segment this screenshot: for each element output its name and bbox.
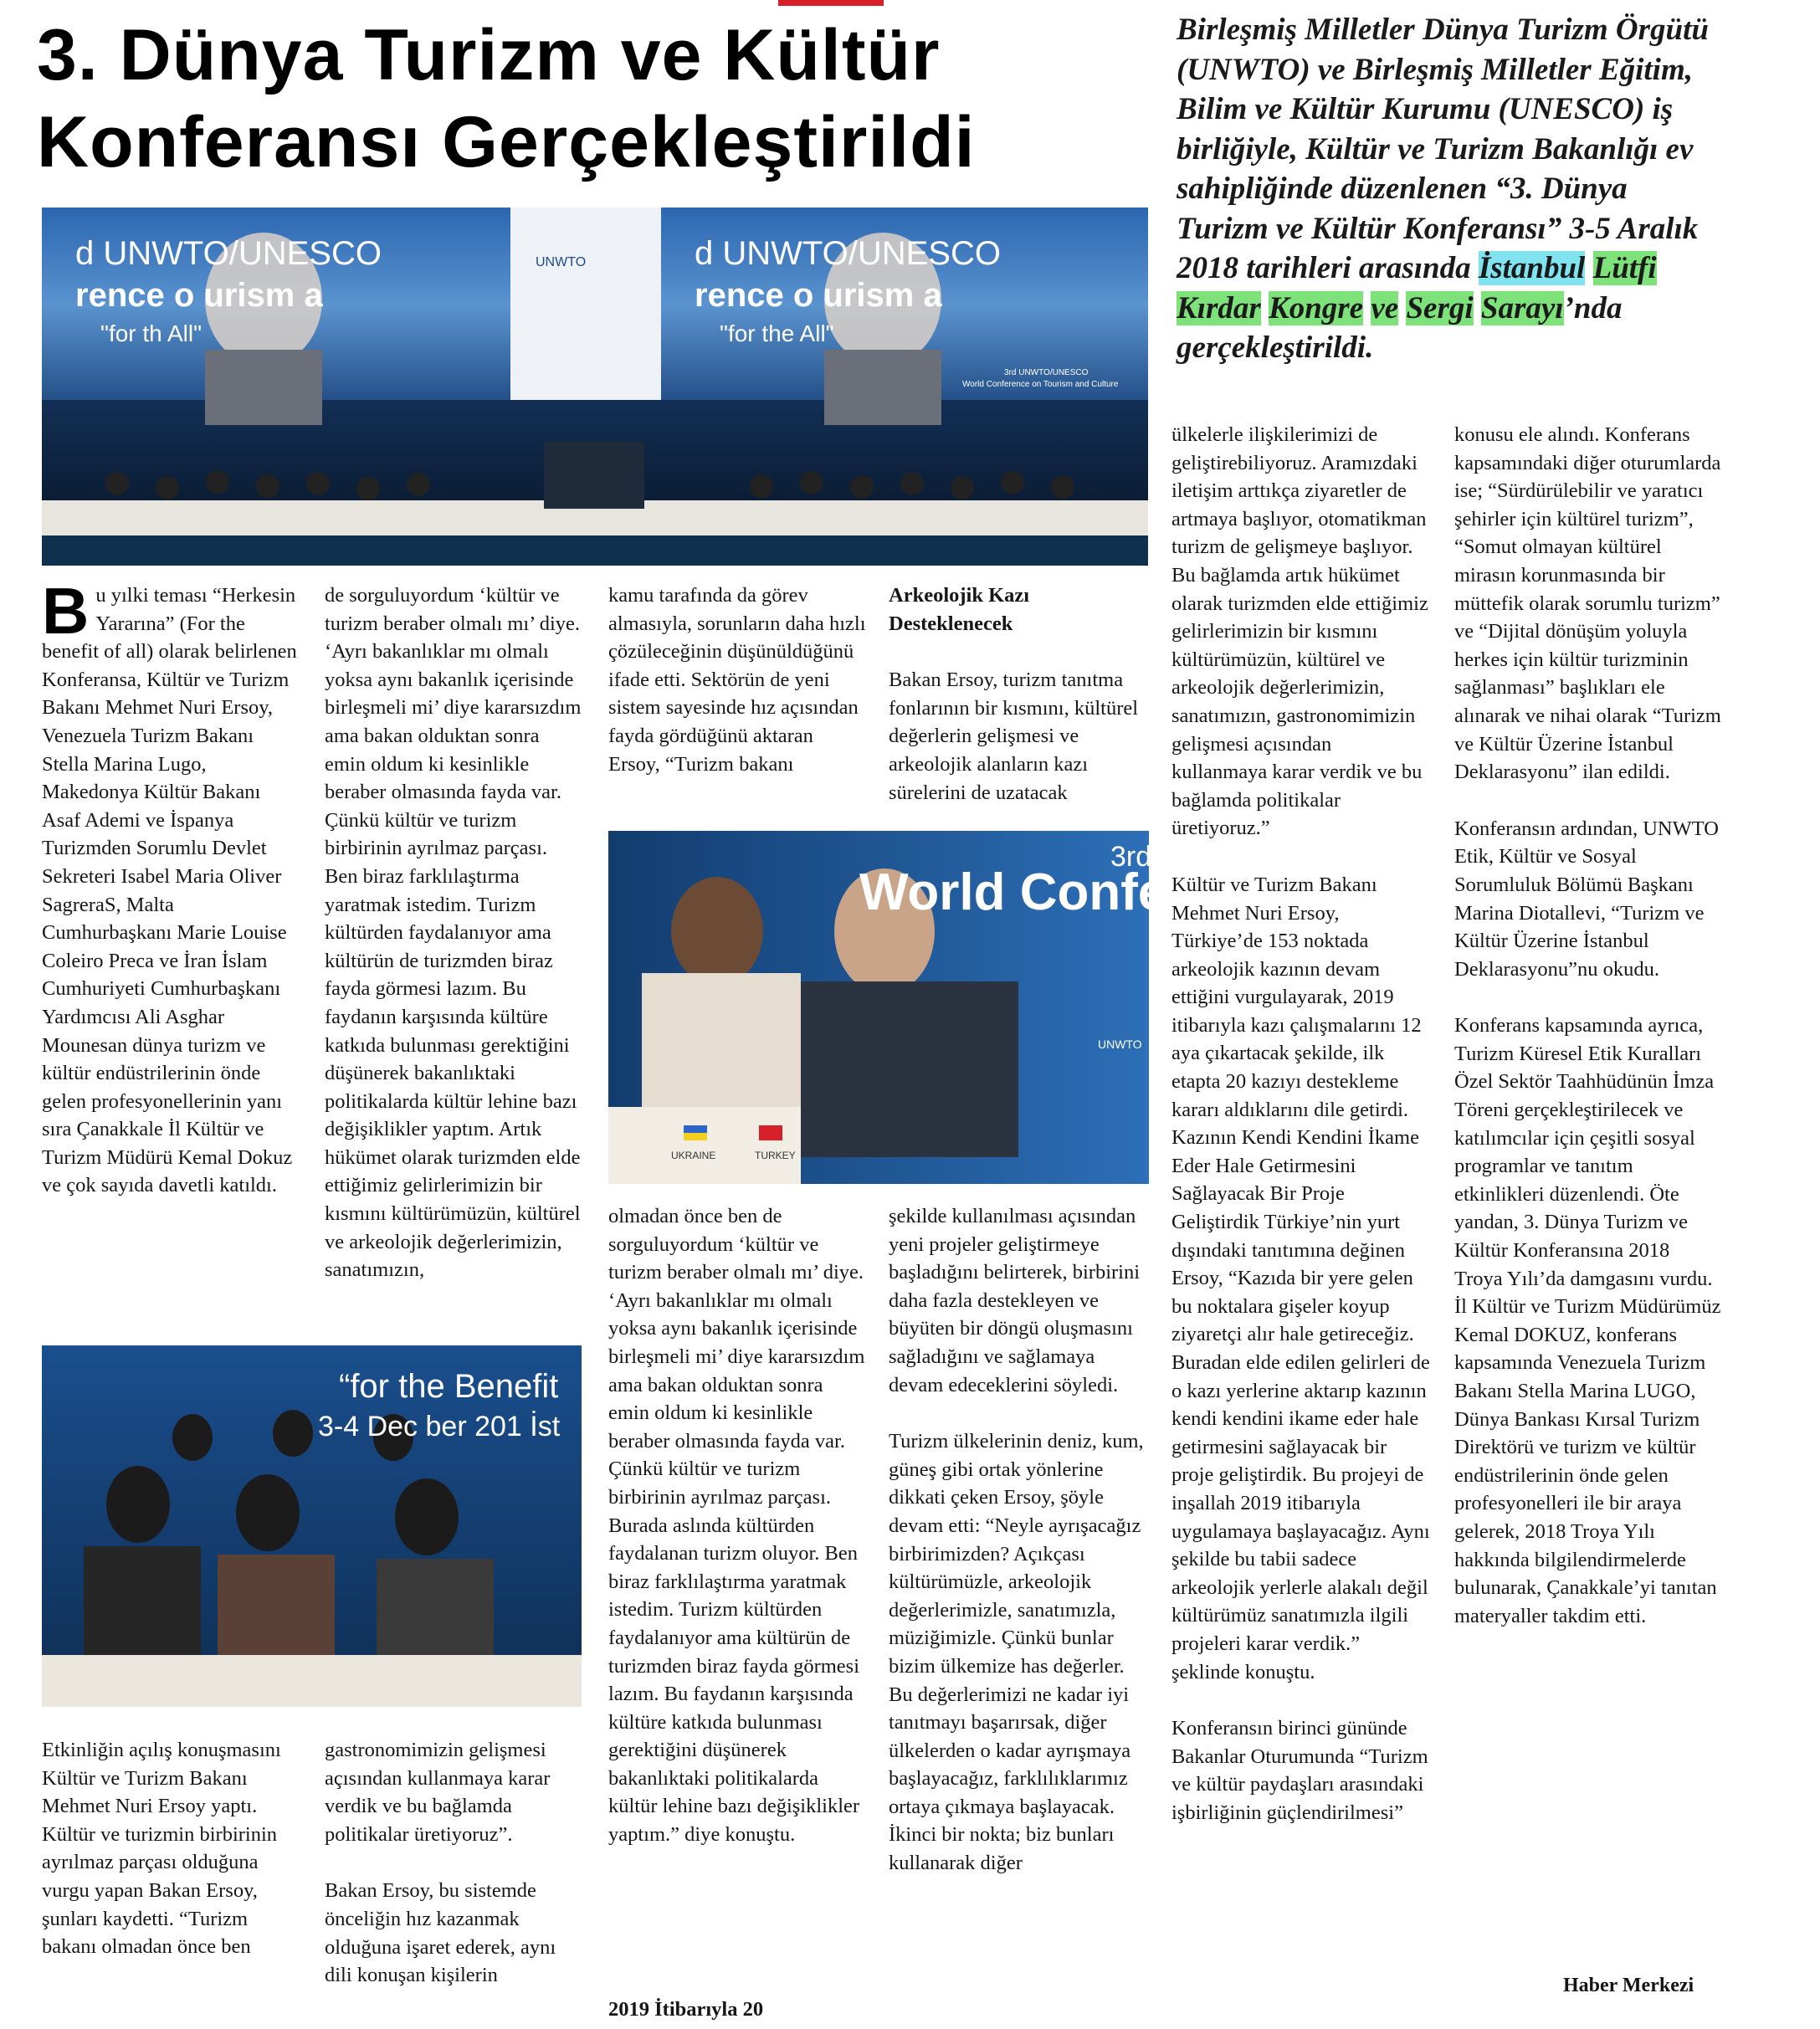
title-line-1: 3. Dünya Turizm ve Kültür: [37, 15, 941, 95]
lead-text-2: ’nda gerçekleştirildi.: [1177, 290, 1623, 365]
stage-photo: [42, 208, 1148, 566]
col6-paragraph-2: Konferansın ardından, UNWTO Etik, Kültür ve Sosyal Sorumluluk Bölümü Başkanı Marina Diotallevi, “Turizm ve Kültür Üzerine İstanbul Deklarasyonu”nu okudu.: [1454, 817, 1719, 981]
col4-paragraph-2: şekilde kullanılması açısından yeni projeler geliştirmeye başladığını belirterek, birbirini daha fazla destekleyen ve büyüten bir döngü oluşmasını sağladığını ve sağlamaya devam edeceklerini söyledi.: [889, 1205, 1141, 1396]
stage-banner-right-2: rence o urism a: [695, 277, 942, 314]
panel-banner-2: World Confer: [859, 863, 1187, 921]
col3-paragraph-1: kamu tarafında da görev almasıyla, sorunların daha hızlı çözüleceğinin düşünüldüğünü ifade etti. Sektörün de yeni sistem sayesinde hız açısından fayda gördüğünü aktaran Ersoy, “Turizm bakanı: [608, 584, 866, 776]
column-1: [42, 574, 301, 1200]
lead-text-1: Birleşmiş Milletler Dünya Turizm Örgütü (UNWTO) ve Birleşmiş Milletler Eğitim, Bilim ve Kültür Kurumu (UNESCO) iş birliğiyle, Kültür ve Turizm Bakanlığı ev sahipliğinde düzenlenen “3. Dünya Turizm ve Kültür Konferansı” 3-5 Aralık 2018 tarihleri arasında: [1177, 13, 1709, 285]
col2-paragraph-1: de sorguluyordum ‘kültür ve turizm beraber olmalı mı’ diye. ‘Ayrı bakanlıklar mı olmalı yoksa aynı bakanlık içerisinde birleşmeli mi’ diye kararsızdım ama bakan olduktan sonra emin oldum ki kesinlikle beraber olmasında fayda var. Çünkü kültür ve turizm birbirinin ayrılmaz parçası. Ben biraz farklılaştırma yaratmak istedim. Turizm kültürden faydalanıyor ama kültürün de turizmden biraz fayda görmesi lazım. Bu faydanın karşısında kültüre katkıda bulunması gerektiğini düşünerek bakanlıktaki politikalarda kültür lehine bazı değişiklikler yaptım. Artık hükümet olarak turizmden elde ettiğimiz gelirlerimizin bir kısmını kültürümüzün, kültürel ve arkeolojik değerlerimizin, sanatımızın,: [325, 584, 582, 1282]
article-lead: [1177, 10, 1712, 368]
col5-paragraph-2: Kültür ve Turizm Bakanı Mehmet Nuri Ersoy, Türkiye’de 153 noktada arkeolojik kazının devam ettiğini vurgulayarak, 2019 itibarıyla kazı çalışmalarını 12 aya çıkartacak şekilde, ilk etapta 20 kazıyı destekleme kararı aldıklarını dile getirdi. Kazının Kendi Kendini İkame Eder Hale Getirmesini Sağlayacak Bir Proje Geliştirdik Türkiye’nin yurt dışındaki tanıtımına değinen Ersoy, “Kazıda bir yere gelen bu noktalara gişeler koyup ziyaretçi alır hale getireceğiz. Buradan elde edilen gelirleri de o kazı yerlerine aktarıp kazının kendi kendini ikame eder hale getirmesini sağlayacak bir proje geliştirdik. Bu projeyi de inşallah 2019 itibarıyla uygulamaya başlayacağız. Aynı şekilde bu tabii sadece arkeolojik yerlerle alakalı değil kültürümüz sanatımızla ilgili projeleri karar verdik.” şeklinde konuştu.: [1171, 873, 1430, 1683]
column-2-bottom: [325, 1736, 584, 1990]
col4-paragraph-3: Turizm ülkelerinin deniz, kum, güneş gibi ortak yönlerine dikkati çeken Ersoy, şöyle devam etti: “Neyle ayrışacağız birbirimizden? Açıkçası kültürümüzle, arkeolojik değerlerimizle, sanatımızla, müziğimizle. Çünkü bunlar bizim ülkemize has değerler. Bu değerlerimizi ne kadar iyi tanıtmayı başarırsak, diğer ülkelerden o kadar ayrışmaya başlayacağız, farklılıklarımız ortaya çıkmaya başlayacak. İkinci bir nokta; biz bunları kullanarak diğer: [889, 1430, 1144, 1875]
col5-paragraph-1: ülkelerle ilişkilerimizi de geliştirebiliyoruz. Aramızdaki iletişim arttıkça ziyaretler de artmaya başlıyor, otomatikman turizm de gelişmeye başlıyor. Bu bağlamda artık hükümet olarak turizmden elde ettiğimiz gelirlerimizin bir kısmını kültürümüzün, kültürel ve arkeolojik değerlerimizin, sanatımızın, gastronomimizin gelişmesi açısından kullanmaya karar verdik ve bu bağlamda politikalar üretiyoruz.”: [1171, 423, 1428, 840]
col2-paragraph-2: gastronomimizin gelişmesi açısından kullanmaya karar verdik ve bu bağlamda politikalar üretiyoruz”.: [325, 1739, 551, 1846]
col6-paragraph-3: Konferans kapsamında ayrıca, Turizm Küresel Etik Kuralları Özel Sektör Taahhüdünün İmza Töreni gerçekleştirilecek ve katılımcılar için çeşitli sosyal programlar ve tanıtım etkinlikleri düzenlendi. Öte yandan, 3. Dünya Turizm ve Kültür Konferansına 2018 Troya Yılı’da damgasını vurdu. İl Kültür ve Turizm Müdürümüz Kemal DOKUZ, konferans kapsamında Venezuela Turizm Bakanı Stella Marina LUGO, Dünya Bankası Kırsal Turizm Direktörü ve turizm ve kültür endüstrilerinin önde gelen profesyonelleri ile bir araya gelerek, 2018 Troya Yılı hakkında bilgilendirmelerde bulunarak, Çanakkale’yi tanıtan materyaller takdim etti.: [1454, 1014, 1721, 1627]
audience-banner-2: 3-4 Dec ber 201 İst: [318, 1411, 561, 1442]
column-5: [1171, 421, 1431, 1827]
highlight-lutfi: Lütfi: [1592, 251, 1657, 285]
col3-subheading: 2019 İtibarıyla 20: [608, 1998, 764, 2021]
column-2: [325, 582, 584, 1284]
stage-banner-left-1: d UNWTO/UNESCO: [75, 235, 382, 272]
col5-paragraph-3: Konferansın birinci gününde Bakanlar Oturumunda “Turizm ve kültür paydaşları arasındaki işbirliğinin güçlendirilmesi”: [1171, 1717, 1428, 1824]
audience-photo: [42, 1345, 582, 1707]
highlight-sarayi: Sarayı: [1480, 290, 1564, 325]
col6-paragraph-1: konusu ele alındı. Konferans kapsamındaki diğer oturumlarda ise; “Sürdürülebilir ve yaratıcı şehirler için kültürel turizm”, “Somut olmayan kültürel mirasın korunmasında bir müttefik olarak sorumlu turizm” ve “Dijital dönüşüm yoluyla herkes için kültür turizminin sağlanması” başlıkları ele alınarak ve nihai olarak “Turizm ve Kültür Üzerine İstanbul Deklarasyonu” ilan edildi.: [1454, 423, 1721, 784]
col1-paragraph-2: Etkinliğin açılış konuşmasını Kültür ve Turizm Bakanı Mehmet Nuri Ersoy yaptı. Kültür ve turizmin birbirinin ayrılmaz parçası olduğuna vurgu yapan Bakan Ersoy, şunları kaydetti. “Turizm bakanı olmadan önce ben: [42, 1739, 281, 1959]
column-3-bottom: [608, 1202, 868, 1849]
drop-cap: B: [42, 574, 90, 648]
column-3: [608, 582, 868, 778]
highlight-sergi: Sergi: [1406, 290, 1474, 325]
title-line-2: Konferansı Gerçekleştirildi: [37, 102, 976, 182]
stage-banner-right-3: "for the All": [720, 320, 834, 346]
highlight-kongre: Kongre: [1269, 290, 1364, 325]
panel-side-logo: UNWTO: [1098, 1038, 1142, 1051]
panel-plate-right: TURKEY: [755, 1150, 796, 1161]
stage-banner-right-1: d UNWTO/UNESCO: [695, 235, 1001, 272]
stage-screen-1: 3rd UNWTO/UNESCO: [1004, 368, 1089, 377]
highlight-istanbul: İstanbul: [1478, 251, 1586, 285]
highlight-ve: ve: [1371, 290, 1399, 325]
panel-photo: [608, 831, 1187, 1184]
article-title: [37, 12, 1158, 186]
column-4: [889, 582, 1148, 807]
column-6: [1454, 421, 1722, 1630]
highlight-kirdar: Kırdar: [1177, 290, 1261, 325]
col2-paragraph-3: Bakan Ersoy, bu sistemde önceliğin hız kazanmak olduğuna işaret ederek, aynı dili konuşan kişilerin: [325, 1879, 556, 1987]
panel-banner-1: 3rd: [1110, 841, 1152, 873]
audience-banner-1: “for the Benefit: [339, 1368, 559, 1405]
col4-heading: Arkeolojik Kazı Desteklenecek: [889, 584, 1030, 635]
col4-paragraph-1: Bakan Ersoy, turizm tanıtma fonlarının bir kısmını, kültürel değerlerin gelişmesi ve arkeolojik alanların kazı sürelerini de uzatacak: [889, 669, 1139, 804]
stage-banner-left-2: rence o urism a: [75, 277, 323, 314]
stage-banner-left-3: "for th All": [100, 320, 203, 346]
column-4-bottom: [889, 1202, 1148, 1878]
stage-podium-logo: UNWTO: [536, 255, 587, 269]
col3-paragraph-2: olmadan önce ben de sorguluyordum ‘kültür ve turizm beraber olmalı mı’ diye. ‘Ayrı bakanlıklar mı olmalı yoksa aynı bakanlık içerisinde birleşmeli mi’ diye kararsızdım ama bakan olduktan sonra emin oldum ki kesinlikle beraber olmasında fayda var. Çünkü kültür ve turizm birbirinin ayrılmaz parçası. Burada aslında kültürden faydalanan turizm oluyor. Ben biraz farklılaştırma yaratmak istedim. Turizm kültürden faydalanıyor ama kültürün de turizmden biraz fayda görmesi lazım. Bu faydanın karşısında kültüre katkıda bulunması gerektiğini düşünerek bakanlıktaki politikalarda kültür lehine bazı değişiklikler yaptım.” diye konuştu.: [608, 1205, 865, 1847]
stage-screen-2: World Conference on Tourism and Culture: [962, 380, 1119, 389]
column-1-bottom: [42, 1736, 301, 1961]
panel-plate-left: UKRAINE: [671, 1150, 716, 1161]
section-marker: [778, 0, 884, 6]
byline: Haber Merkezi: [1563, 1975, 1694, 1996]
col1-paragraph-1: Bu yılki teması “Herkesin Yararına” (For the benefit of all) olarak belirlenen Konferansa, Kültür ve Turizm Bakanı Mehmet Nuri Ersoy, Venezuela Turizm Bakanı Stella Marina Lugo, Makedonya Kültür Bakanı Asaf Ademi ve İspanya Turizmden Sorumlu Devlet Sekreteri Isabel Maria Oliver SagreraS, Malta Cumhurbaşkanı Marie Louise Coleiro Preca ve İran İslam Cumhuriyeti Cumhurbaşkanı Yardımcısı Ali Asghar Mounesan dünya turizm ve kültür endüstrilerinin önde gelen profesyonellerinin yanı sıra Çanakkale İl Kültür ve Turizm Müdürü Kemal Dokuz ve çok sayıda davetli katıldı.: [42, 574, 297, 1197]
